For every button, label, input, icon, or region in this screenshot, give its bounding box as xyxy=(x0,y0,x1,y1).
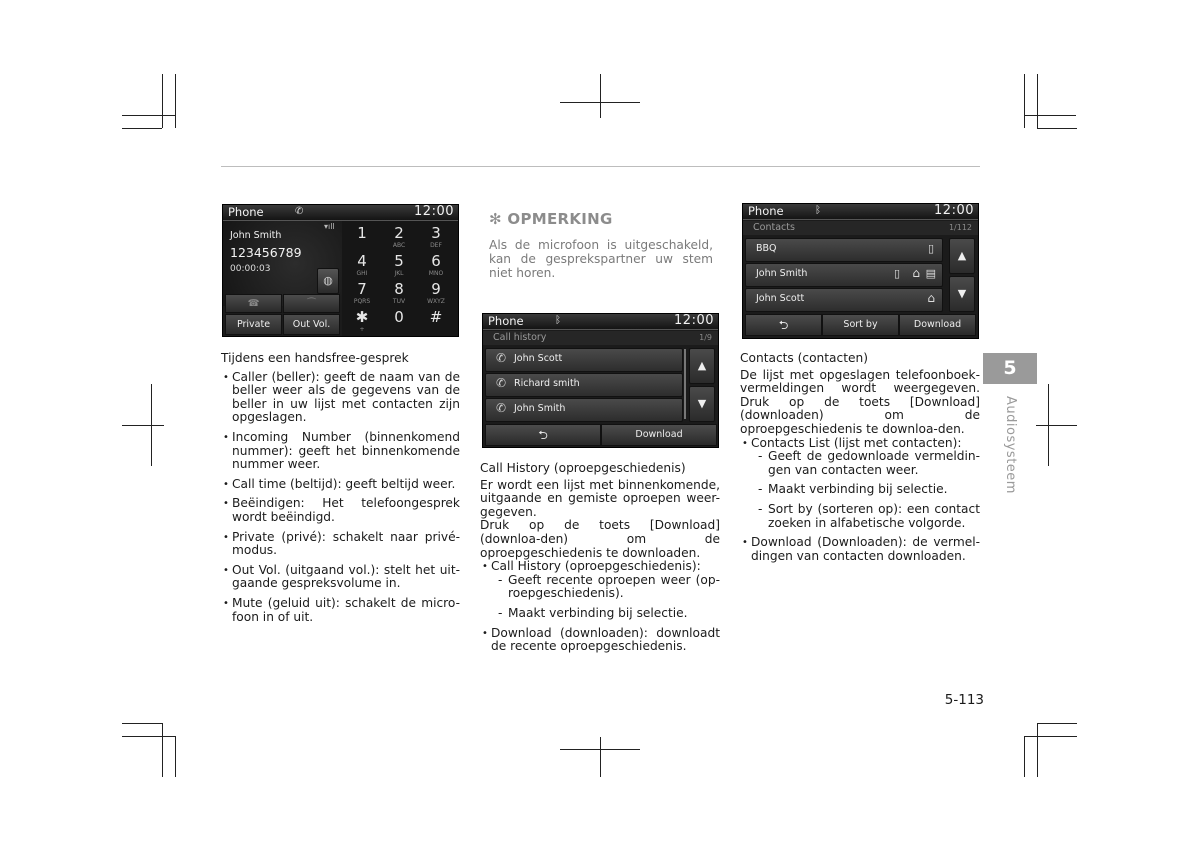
heading-call-history: Call History (oproepgeschiedenis) xyxy=(480,461,686,475)
list-item[interactable]: John Smith ▯ ⌂ ▤ xyxy=(745,263,943,287)
chapter-tab xyxy=(983,353,1037,384)
home-icon: ⌂ xyxy=(912,266,920,280)
call-time: 00:00:03 xyxy=(230,264,271,274)
key-7[interactable]: 7 PQRS xyxy=(353,280,371,305)
microphone-icon: ◍ xyxy=(323,274,333,287)
list-item: • Mute (geluid uit): schakelt de micro-foon in of uit. xyxy=(221,597,460,624)
clock: 12:00 xyxy=(934,203,974,218)
key-8[interactable]: 8 TUV xyxy=(392,280,406,305)
sub-item: - Sort by (sorteren op): een contact zoeken in alfabetische volgorde. xyxy=(740,503,980,530)
list-item[interactable]: ✆ John Scott xyxy=(485,348,683,372)
phone-dialer-screen xyxy=(222,204,459,337)
list-item[interactable]: ✆ Richard smith xyxy=(485,373,683,397)
call-handset-icon: ✆ xyxy=(295,206,304,217)
column-1 xyxy=(221,352,460,624)
back-button[interactable] xyxy=(485,424,601,446)
paragraph: Er wordt een lijst met binnenkomende, uitgaande en gemiste oproepen weer-gegeven. xyxy=(480,477,720,519)
clock: 12:00 xyxy=(674,313,714,328)
sub-header: Call history 1/9 xyxy=(483,331,718,345)
scroll-up-button[interactable] xyxy=(689,348,715,384)
column-3 xyxy=(740,352,980,563)
download-button[interactable]: Download xyxy=(899,314,976,336)
call-icon: ✆ xyxy=(496,401,507,415)
sub-item: - Maakt verbinding bij selectie. xyxy=(740,483,980,497)
call-history-screen xyxy=(482,313,719,448)
screen-title: Phone xyxy=(748,204,784,218)
list-item: • Out Vol. (uitgaand vol.): stelt het uit-gaande gespreksvolume in. xyxy=(221,564,460,591)
screen-title: Phone xyxy=(488,314,524,328)
arrow-up-icon: ▲ xyxy=(697,359,707,372)
accept-handset-icon: ☎ xyxy=(247,298,260,309)
asterisk-icon: ✻ xyxy=(489,210,502,228)
sort-by-button[interactable]: Sort by xyxy=(822,314,899,336)
download-button[interactable]: Download xyxy=(601,424,717,446)
back-icon: ⮌ xyxy=(538,428,548,442)
end-call-button[interactable] xyxy=(283,294,340,313)
call-icon: ✆ xyxy=(496,376,507,390)
caller-name: John Smith xyxy=(230,230,282,241)
header-rule xyxy=(221,166,980,167)
back-button[interactable] xyxy=(745,314,822,336)
status-bar xyxy=(743,204,978,220)
scroll-down-button[interactable] xyxy=(949,276,975,312)
list-item: • Caller (beller): geeft de naam van de beller weer als de gegevens van de beller in uw lijst met contacten zijn opgeslagen. xyxy=(221,371,460,425)
column-2 xyxy=(480,462,720,654)
page-number: 5-113 xyxy=(944,692,984,708)
list-item[interactable]: ✆ John Smith xyxy=(485,398,683,422)
key-6[interactable]: 6 MNO xyxy=(428,252,444,277)
office-icon: ▤ xyxy=(925,267,936,280)
key-0[interactable]: 0 xyxy=(394,308,404,326)
mobile-icon: ▯ xyxy=(893,267,900,280)
scroll-down-button[interactable] xyxy=(689,386,715,422)
list-item: • Contacts List (lijst met contacten): xyxy=(740,437,980,451)
sub-item: - Maakt verbinding bij selectie. xyxy=(480,607,720,621)
list-item: • Download (Downloaden): de vermel-dingen van contacten downloaden. xyxy=(740,536,980,563)
list-item: • Download (downloaden): downloadt de recente oproepgeschiedenis. xyxy=(480,627,720,654)
list-item: • Call time (beltijd): geeft beltijd weer. xyxy=(221,478,460,492)
sub-item: - Geeft recente oproepen weer (op-roepgeschiedenis). xyxy=(480,574,720,601)
key-2[interactable]: 2 ABC xyxy=(392,224,406,249)
arrow-down-icon: ▼ xyxy=(957,287,967,300)
call-icon: ✆ xyxy=(496,351,507,365)
sub-item: - Geeft de gedownloade vermeldin-gen van contacten weer. xyxy=(740,450,980,477)
list-item[interactable]: John Scott ⌂ xyxy=(745,288,943,312)
status-bar xyxy=(483,314,718,330)
list-item: • Incoming Number (binnenkomend nummer): geeft het binnenkomende nummer weer. xyxy=(221,431,460,472)
mobile-icon: ▯ xyxy=(927,242,934,255)
bluetooth-icon: ᛒ xyxy=(555,315,561,326)
keypad xyxy=(342,221,458,336)
list-item[interactable]: BBQ ▯ xyxy=(745,238,943,262)
bluetooth-icon: ᛒ xyxy=(815,205,821,216)
chapter-label: Audiosysteem xyxy=(1003,396,1018,494)
sub-header: Contacts 1/112 xyxy=(743,221,978,235)
back-icon: ⮌ xyxy=(778,318,789,332)
screen-title: Phone xyxy=(228,205,264,219)
key-1[interactable]: 1 xyxy=(357,224,367,242)
key-3[interactable]: 3 DEF xyxy=(430,224,442,249)
paragraph: De lijst met opgeslagen telefoonboek-vermeldingen wordt weergegeven. Druk op de toets [Download] (downloaden) om de oproepgeschiedenis te downloa-den. xyxy=(740,367,980,436)
scroll-up-button[interactable] xyxy=(949,238,975,274)
key-star[interactable]: ✱ + xyxy=(355,308,369,333)
contacts-screen xyxy=(742,203,979,339)
clock: 12:00 xyxy=(414,204,454,219)
heading-contacts: Contacts (contacten) xyxy=(740,351,868,365)
mute-button[interactable] xyxy=(317,268,339,294)
chapter-number: 5 xyxy=(1003,357,1017,379)
caller-number: 123456789 xyxy=(230,245,302,260)
end-handset-icon: ⌒ xyxy=(306,298,317,309)
note-title: ✻ OPMERKING xyxy=(489,210,613,228)
list-item: • Call History (oproepgeschiedenis): xyxy=(480,560,720,574)
scrollbar[interactable] xyxy=(684,349,686,419)
out-vol-button[interactable]: Out Vol. xyxy=(283,314,340,335)
note-text: Als de microfoon is uitgeschakeld, kan de gesprekspartner uw stem niet horen. xyxy=(489,238,713,280)
page-indicator: 1/112 xyxy=(948,223,972,232)
accept-call-button[interactable] xyxy=(225,294,282,313)
home-icon: ⌂ xyxy=(927,291,935,305)
private-button[interactable]: Private xyxy=(225,314,282,335)
list-item: • Beëindigen: Het telefoongesprek wordt beëindigd. xyxy=(221,497,460,524)
arrow-down-icon: ▼ xyxy=(697,397,707,410)
list-item: • Private (privé): schakelt naar privé-modus. xyxy=(221,531,460,558)
key-hash[interactable]: # xyxy=(429,308,443,326)
page-indicator: 1/9 xyxy=(699,333,712,342)
note-box xyxy=(489,210,713,280)
signal-icon: ▾ıll xyxy=(324,222,335,231)
key-9[interactable]: 9 WXYZ xyxy=(427,280,445,305)
heading-handsfree: Tijdens een handsfree-gesprek xyxy=(221,351,409,365)
arrow-up-icon: ▲ xyxy=(957,249,967,262)
key-5[interactable]: 5 JKL xyxy=(394,252,404,277)
status-bar xyxy=(223,205,458,221)
paragraph: Druk op de toets [Download] (downloa-den) om de oproepgeschiedenis te downloaden. xyxy=(480,518,720,560)
key-4[interactable]: 4 GHI xyxy=(356,252,368,277)
